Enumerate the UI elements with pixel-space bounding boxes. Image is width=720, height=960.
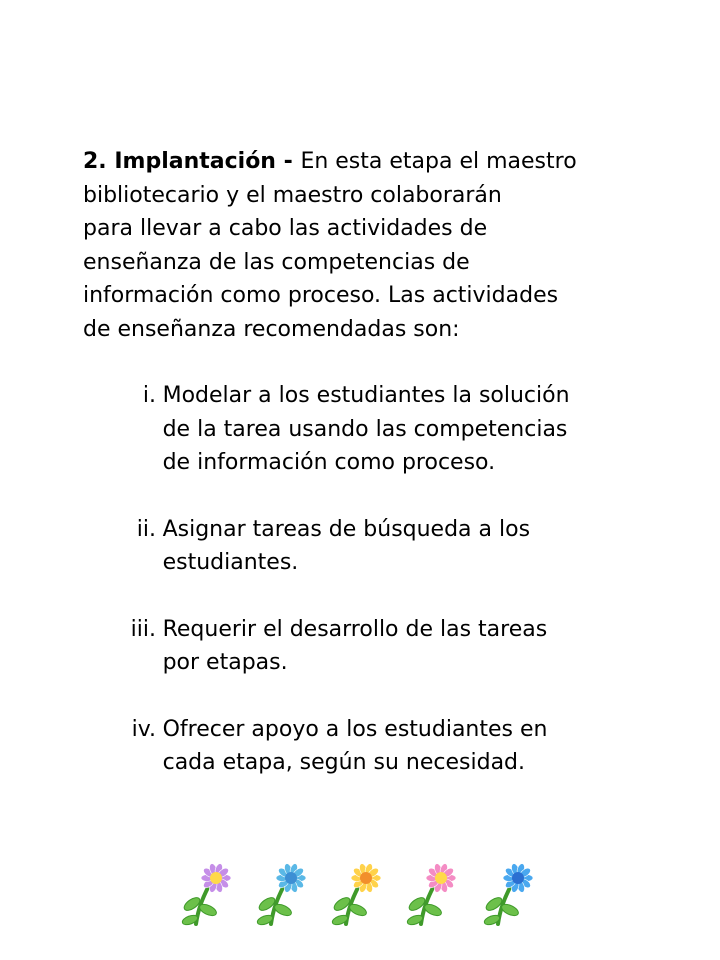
list-item-text: Modelar a los estudiantes la solución de la tarea usando las competencias de información como proceso.: [162, 383, 570, 475]
yellow-flower-icon: [330, 858, 390, 928]
section-number: 2.: [83, 149, 107, 174]
blue-flower-icon: [255, 858, 315, 928]
intro-paragraph: [83, 145, 683, 346]
intro-text: En esta etapa el maestro bibliotecario y el maestro colaborarán para llevar a cabo las actividades de enseñanza de las competencias de información como proceso. Las actividades de enseñanza recomendadas son:: [83, 149, 577, 342]
activities-list: [83, 379, 683, 780]
list-marker: i.: [142, 383, 156, 408]
list-item-text: Asignar tareas de búsqueda a los estudiantes.: [162, 516, 531, 575]
list-marker: iii.: [130, 616, 156, 642]
list-item: [83, 379, 683, 480]
list-item-text: Ofrecer apoyo a los estudiantes en cada etapa, según su necesidad.: [162, 716, 548, 775]
list-item: [83, 513, 683, 580]
flower-border: [0, 858, 720, 930]
list-marker: ii.: [136, 516, 156, 542]
list-item: [83, 713, 683, 780]
blue-flower-icon: [482, 858, 542, 928]
list-marker: iv.: [131, 716, 156, 742]
section-heading: [83, 149, 300, 174]
section-separator: -: [275, 149, 301, 174]
document-body: [83, 145, 683, 813]
section-title: Implantación: [114, 149, 276, 174]
pink-flower-icon: [405, 858, 465, 928]
purple-flower-icon: [180, 858, 240, 928]
list-item-text: Requerir el desarrollo de las tareas por etapas.: [162, 616, 548, 675]
list-item: [83, 613, 683, 680]
